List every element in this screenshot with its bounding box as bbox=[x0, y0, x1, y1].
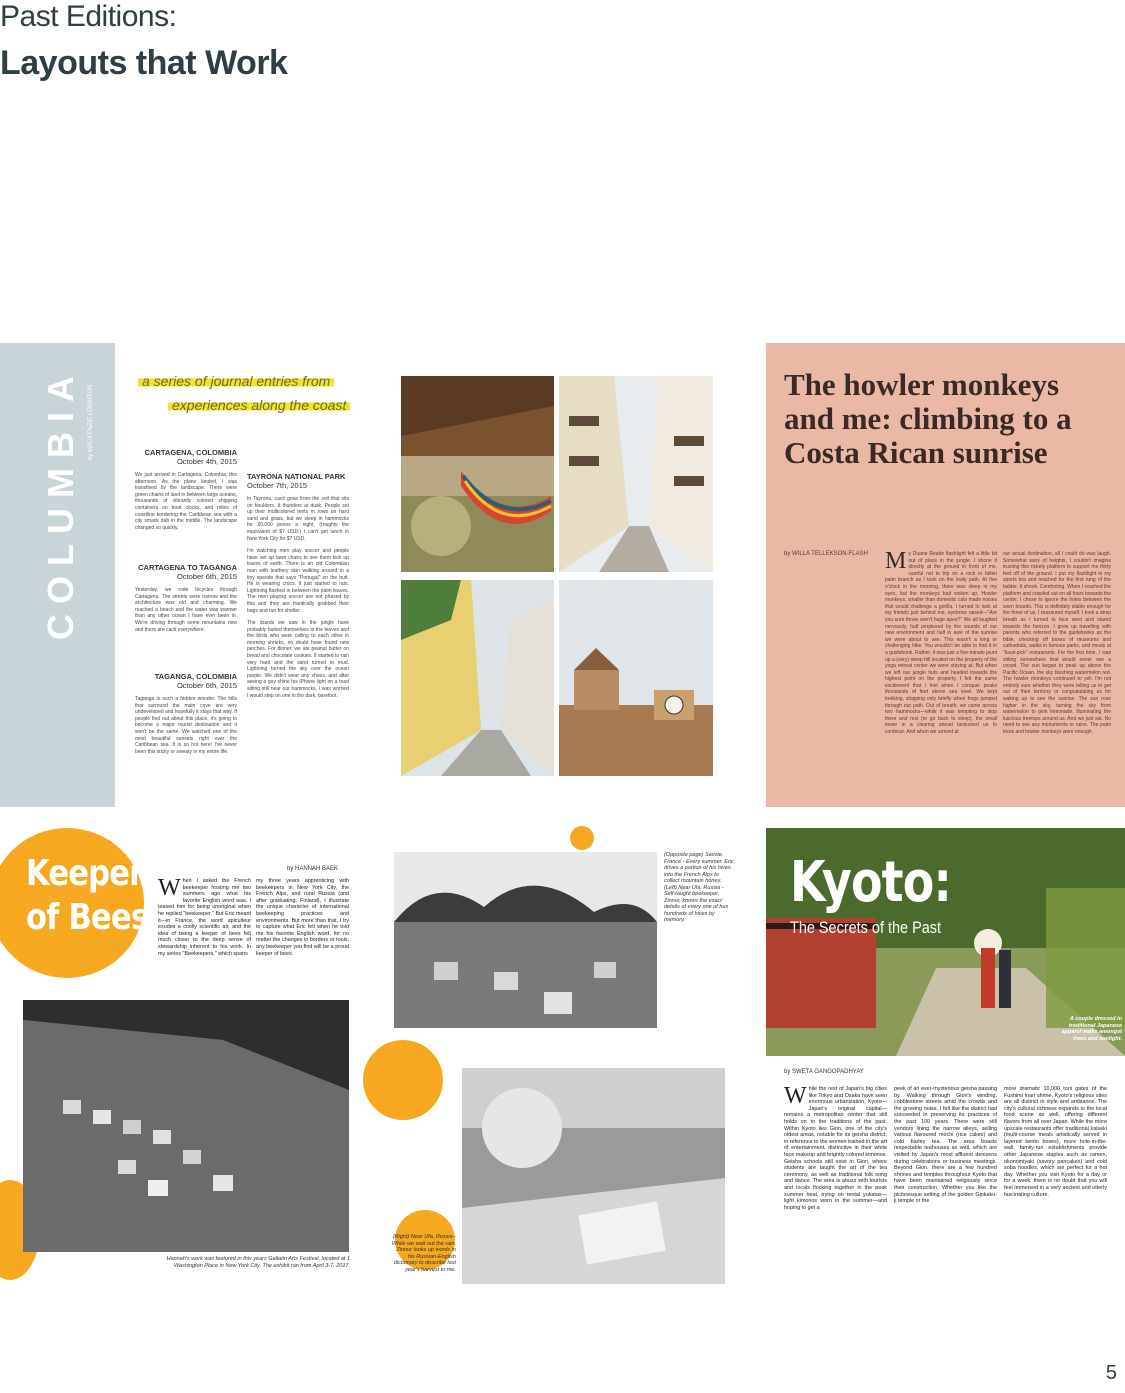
columbia-subtitle-1: a series of journal entries from bbox=[138, 373, 334, 391]
bees-caption-bottom: (Right) Near Ufa, Russia - While we wait out the rain, Zinnur looks up words in his Russian-English dictionary to describe last year's harvest to me. bbox=[391, 1234, 456, 1273]
entry-date: October 7th, 2015 bbox=[247, 481, 308, 490]
entry-date: October 4th, 2015 bbox=[176, 457, 237, 466]
entry-place: CARTAGENA, COLOMBIA bbox=[144, 448, 237, 457]
page-title: Layouts that Work bbox=[0, 44, 288, 82]
hillside-hives-photo bbox=[23, 1000, 349, 1252]
beekeeper-dictionary-photo bbox=[462, 1068, 725, 1284]
entry-place: TAYRONA NATIONAL PARK bbox=[247, 472, 346, 481]
entry-text: We just arrived in Cartagena, Colombia, this afternoon. As the plane landed, I was transfixed by the landscape. There were green chains of land in between large oceans, thousands of vibrantly colored shipping containers on boat clocks, and miles of coastline bordering the Caribbean sea with a city smack dab in the middle. The landscape changed so quickly. bbox=[135, 472, 238, 531]
yellow-buildings-photo bbox=[401, 580, 554, 776]
bees-column-1 bbox=[158, 875, 251, 957]
kyoto-byline: by SWETA GANGOPADHYAY bbox=[784, 1069, 864, 1075]
entry-cartagena bbox=[135, 448, 237, 531]
howler-byline: by WILLA TELLEKSON-FLASH bbox=[784, 551, 868, 557]
bees-caption-left: Hannah's work was featured in this years Gallatin Arts Festival, located at 1 Washington Place in New York City. The exhibit ran from April 3-7, 2017. bbox=[166, 1256, 350, 1269]
bees-caption-top: (Opposite page) Savoie, France - Every summer, Eric drives a portion of his hives into the French Alps to collect mountain honey. (Left) Near Ufa, Russia - Self-taught beekeeper, Zinnur, knows the exact details of every one of hus hundreds of hives by memory. bbox=[664, 852, 734, 923]
kyoto-column-3: more dramatic 10,000 torii gates of the Fushimi Inari shrine, Kyoto's religious sites are all distinct in style and ambiance. The city's cultural richness expands to the local food scene as well, offering different flavors from all over Japan. While the more upscale restaurants offer traditional kaiseki (multi-course meals artistically served in layered bento boxes), more hole-in-the-wall, family-run establishments provide other Japanese staples such as ramen, okonomiyaki (savory pancakes) and cold soba noodles, which are perfect for a hot day. Whether you visit Kyoto for a day or for a week, there is no doubt that you will feel immersed in a very ancient and utterly fascinating culture. bbox=[1004, 1086, 1107, 1198]
columbia-vertical-byline: by MACKENZIE LEIGHTON bbox=[88, 384, 94, 460]
entry-cartagena-taganga bbox=[135, 563, 237, 633]
bees-byline: by HANNAH BAEK bbox=[287, 866, 339, 872]
entry-date: October 6th, 2015 bbox=[176, 681, 237, 690]
colonial-street-photo bbox=[559, 376, 713, 572]
entry-date: October 6th, 2015 bbox=[176, 572, 237, 581]
kyoto-subtitle: The Secrets of the Past bbox=[790, 918, 942, 937]
howler-column-1 bbox=[885, 548, 997, 736]
kyoto-dropcap: W bbox=[784, 1083, 807, 1109]
entry-text: The lizards we saw in the jungle have probably buried themselves in the leaves and the birds who were calling to each other in morning shrieks, no doubt have found new perches. For dinner, we ate peanut butter on bread and chocolate cookies. It started to rain very hard and the sand turned to mud. Lightning turned the sky over the ocean purple. We didn't wear any shoes, and after seeing a guy shine his iPhone light on a toad sitting still near our hammocks, I was worried I would step on one in the dark, barefoot. bbox=[247, 620, 349, 699]
bees-col1-text: hen I asked the French beekeeper hosting me two summers ago what his favorite English word was, I teased him for being unoriginal when he replied "beekeeper." But Eric meant it—in France, the word apiculteur exudes a coolly scientific air, and the idea of being a keeper of bees felt much closer to the deep sense of stewardship inherent to his work. In my series "Beekeepers," which spans bbox=[158, 878, 251, 957]
kyoto-col1-text: hile the rest of Japan's big cities like Tokyo and Osaka have seen enormous urbanization, Kyoto—Japan's original capital—remains a metropolitan center that still holds on to the traditions of the past. Within Kyoto lies Gion, one of the city's oldest areas, notable for its geisha district, in reference to the women trained in the art of entertainment, distinctive in their white face makeup and brightly colored kimonos. Geisha schools still exist in Gion, where students are taught the art of the tea ceremony, as well as traditional folk song and dance. The area is abuzz with tourists and locals flocking together in the peak summer heat, trying on rental yukatas—light kimonos worn in the summer—and hoping to get a bbox=[784, 1086, 887, 1211]
bees-title-line1: Keeper bbox=[26, 853, 144, 894]
hive-field-photo bbox=[394, 852, 657, 1028]
entry-text: Yesterday, we rode bicycles through Cartagena. The streets were narrow and the architecture was old and charming. We reached a beach and the water was warmer than any other ocean I have ever been in. We're driving through some mountains now and there are cacti everywhere. bbox=[135, 587, 237, 633]
howler-col1-text: y Duane Reade flashlight felt a little bit out of place in the jungle. I shone it directly at the ground in front of me, careful not to trip on a rock or fallen palm branch as I took on the leafy path. At five o'clock in the morning, there was sleep in my eyes, but the monkeys had woken up. Howler monkeys, smaller than domestic cats made noises that would challenge a gorilla. I turned to look at my friends just behind me, eyebrow raised—"Are you sure those aren't huge apes?" We all laughed nervously, half perplexed by the sounds of our new environment and half in awe of the sunrise we were about to see. This wasn't a long or challenging hike. You wouldn't be able to find it in a guidebook. Rather, it was just a five-minute jaunt up a (very) steep hill located on the property of the yoga retreat center we were staying at. But when we left our jungle huts and headed towards the highest point on the property, I felt the same excitement that I feel when I conquer peaks thousands of feet above sea level. We kept trekking, stopping only briefly when frogs jumped through our path. Out of breath, we came across two hammocks—while it was tempting to stop there and rest (or go back to sleep), the small tower in a clearing ahead beckoned us to continue. And when we arrived at bbox=[885, 551, 997, 736]
howler-dropcap: M bbox=[885, 548, 907, 574]
kyoto-title: Kyoto: bbox=[790, 850, 952, 915]
bees-title bbox=[26, 852, 148, 940]
columbia-subtitle-2: experiences along the coast bbox=[168, 397, 350, 415]
bees-column-2: my three years apprenticing with beekeepers in New York City, the French Alps, and rural Russia (and after graduating, Finland), I illustrate the unique character of international beekeeping practices and environments. But more than that, I try to capture what Eric felt when he told me his favorite English word, for no matter the changes in borders or tools, any beekeeper you find will be a proud keeper of bees. bbox=[256, 878, 349, 957]
kyoto-column-1 bbox=[784, 1083, 887, 1211]
entry-text: I'm watching men play soccer and people have set up lawn chairs to see them kick up traces of earth. There is an old Colombian man with leathery skin walking around in a tiny speedo that says "Portugal" on the butt. He is wearing crocs. It just started to rain. Lightning flashed in between the palm leaves. The men playing soccer are not phased by this and they are frantically grabbed their bags and run for shelter. bbox=[247, 548, 349, 614]
entry-place: CARTAGENA TO TAGANGA bbox=[138, 563, 237, 572]
entry-place: TAGANGA, COLOMBIA bbox=[154, 672, 237, 681]
page-eyebrow: Past Editions: bbox=[0, 0, 177, 33]
entry-text: In Tayrona, cacti grow from the soil that sits on boulders. It thunders at dusk. People set up their multicolored tents in rows on hard sand and grass, but we sleep in hammocks for 20,000 pesos a night, (roughly the equivalent of $7 USD.) I can't get lunch in New York City for $7 USD. bbox=[247, 496, 349, 542]
entry-tayrona bbox=[247, 472, 349, 699]
church-tower-photo bbox=[559, 580, 713, 776]
kyoto-column-2: peek of an ever-mysterious geisha passing by. Walking through Gion's winding, cobblestone streets amid the crowds and the growing noise, I felt like the district had succeeded in preserving its practices of the past 100 years. There were still vendors lining the narrow alleys, selling various flavoured mochi (rice cakes) and cold barley tea. The area boasts respectable teahouses as well, which are visited by Japan's most affluent denizens during celebrations or business meetings. Beyond Gion, there are a few hundred shrines and temples throughout Kyoto that have been maintained religiously since their construction. Whether you like the picturesque setting of the golden Ginkaku-ji temple or the bbox=[894, 1086, 997, 1205]
entry-text: Taganga is such a hidden wonder. The hills that surround the main cove are very undeveloped and hopefully it stays that way. If people find out about this place, it's going to become a major tourist destination and it won't be the same. We watched one of the most beautiful sunsets right over the Caribbean sea. It is so hot here! I've never been this sticky or sweaty in my entire life. bbox=[135, 696, 237, 755]
columbia-vertical-title: COLUMBIA bbox=[40, 366, 81, 640]
hammock-photo bbox=[401, 376, 554, 572]
bee-orange-blob-top bbox=[570, 826, 594, 850]
entry-taganga bbox=[135, 672, 237, 755]
page-number: 5 bbox=[1105, 1362, 1117, 1384]
bees-title-line2: of Bees bbox=[26, 897, 149, 938]
bee-orange-blob-middle bbox=[363, 1040, 443, 1120]
howler-title: The howler monkeys and me: climbing to a Costa Rican sunrise bbox=[784, 367, 1072, 470]
kyoto-photo-caption: A couple dressed in traditional Japanese apparel walks amongst trees and sunlight. bbox=[1061, 1016, 1122, 1042]
bees-dropcap: W bbox=[158, 875, 181, 901]
howler-column-2: our actual destination, all I could do was laugh. Somewhat wary of heights, I couldn't imagine trusting this rickety platform to support me thirty feet off of the ground. I put my flashlight in my sports bra and reached for the first rung of the ladder. It shook. Comforting. When I reached the platform and crawled out on all fours towards the center, I chose to ignore the holes between the worn boards. This is definitely stable enough for the three of us, I reassured myself. I took a deep breath as I turned to face west and stared towards the horizon. I grew up travelling with parents who referred to the guidebooks as the bible, checking off boxes of museums and cathedrals, walks in famous parks, and meals at "local-pick" restaurants. For the first time, I was sitting somewhere that would never see a crowd. The sun began to peak up above the Pacific Ocean, the sky blushing watermelon red. The howler monkeys continued to yell. I'm not entirely sure whether they were telling us to get out of their territory or congratulating us for waking up to see the sunrise. The sun rose higher in the sky, turning the sky from watermelon to pink lemonade, illuminating the luscious treetops around us. And we just sat. No need to see any monuments or ruins. The palm trees and howler monkeys were enough. bbox=[1003, 551, 1111, 736]
